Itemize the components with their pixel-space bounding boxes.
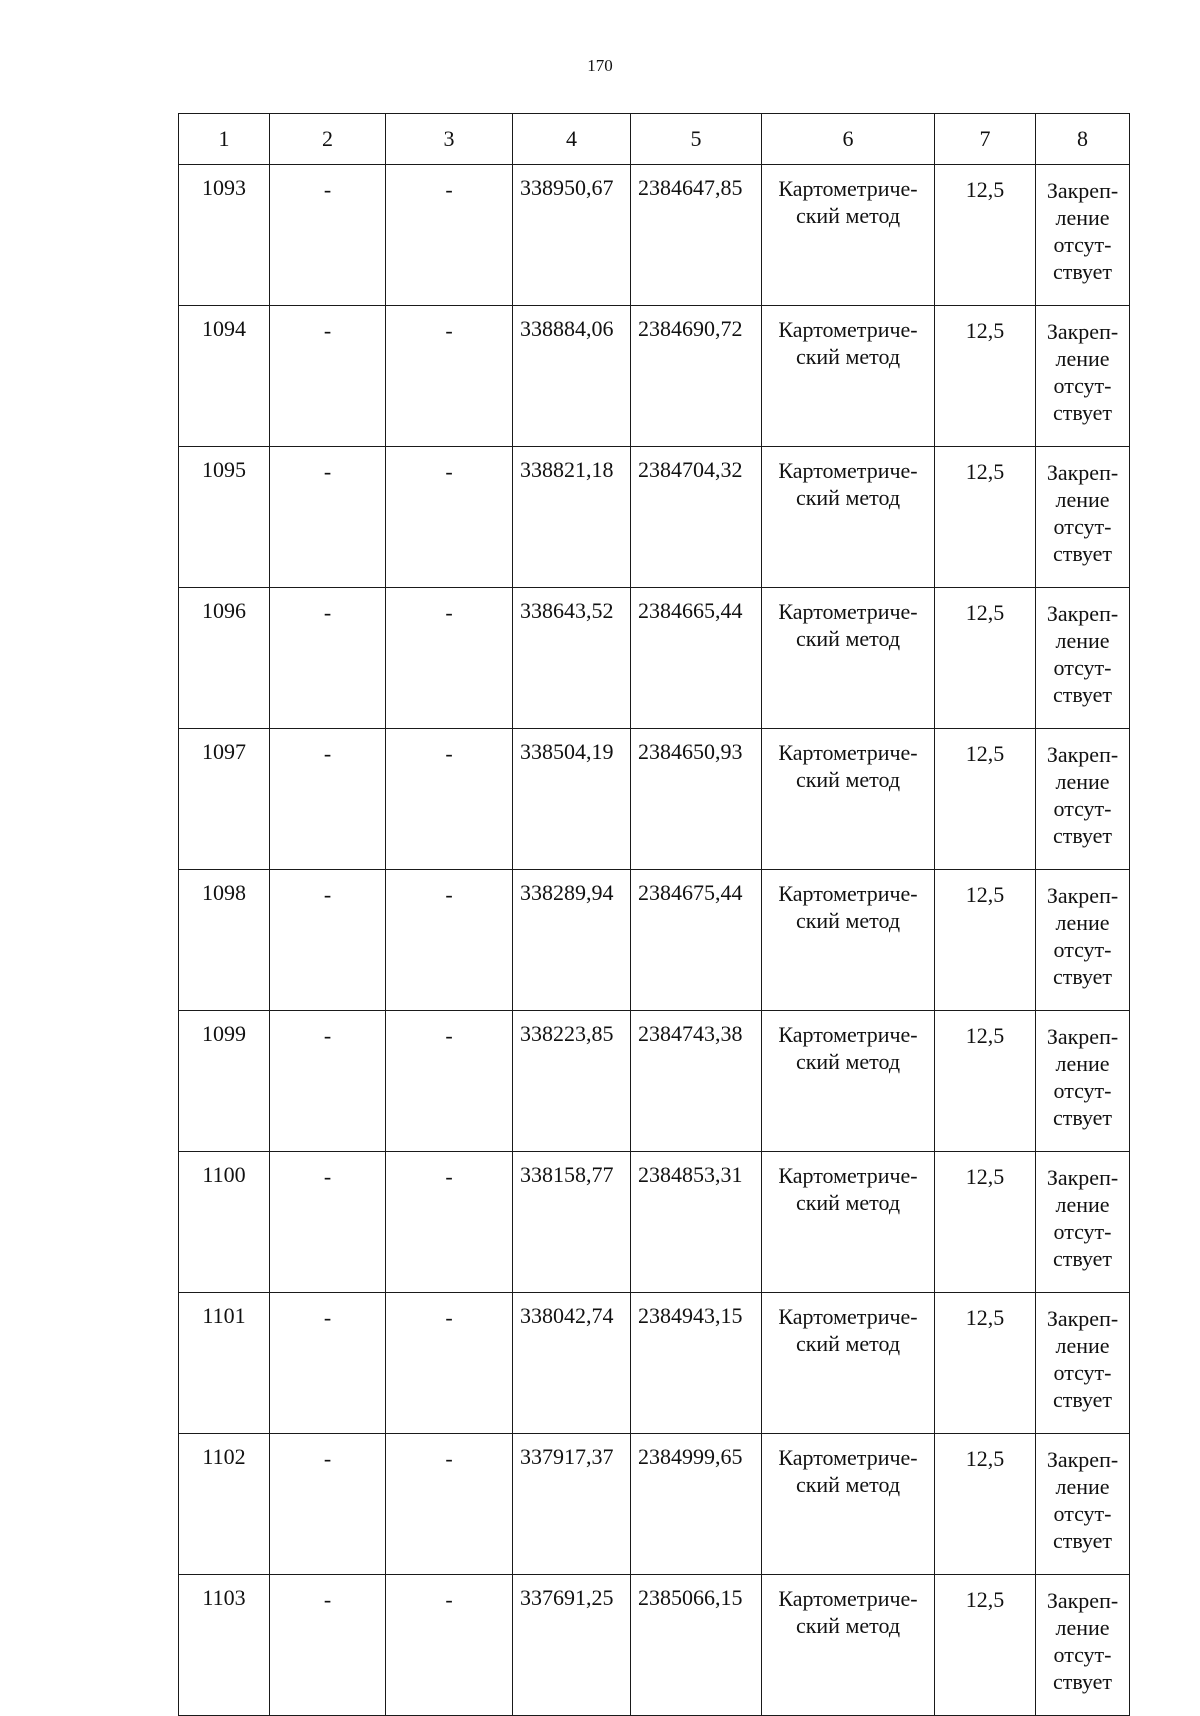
note-line: ление <box>1055 1192 1110 1217</box>
method-line: Картометриче- <box>778 1304 918 1329</box>
note-line: отсут- <box>1053 1360 1112 1385</box>
table-row <box>179 1152 1130 1293</box>
cell-col-3: - <box>386 447 513 588</box>
note-line: ствует <box>1052 1105 1113 1130</box>
note-line: отсут- <box>1053 1219 1112 1244</box>
table-row <box>179 729 1130 870</box>
column-header: 7 <box>935 114 1036 165</box>
note-cell <box>1036 1293 1130 1434</box>
method-cell <box>762 1575 935 1716</box>
coordinate-y: 2384690,72 <box>631 306 762 447</box>
coordinate-x: 338950,67 <box>513 165 631 306</box>
method-line: Картометриче- <box>778 740 918 765</box>
method-cell <box>762 306 935 447</box>
table-body <box>179 165 1130 1716</box>
coordinate-x: 337917,37 <box>513 1434 631 1575</box>
note-line: ление <box>1055 1474 1110 1499</box>
coordinate-x: 338223,85 <box>513 1011 631 1152</box>
note-line: Закреп- <box>1046 1588 1119 1613</box>
note-line: Закреп- <box>1046 178 1119 203</box>
note-line: ление <box>1055 628 1110 653</box>
cell-col-3: - <box>386 1152 513 1293</box>
accuracy-cell: 12,5 <box>935 165 1036 306</box>
method-cell <box>762 165 935 306</box>
note-cell <box>1036 1011 1130 1152</box>
table-row <box>179 1434 1130 1575</box>
column-header: 6 <box>762 114 935 165</box>
method-line: Картометриче- <box>778 176 918 201</box>
point-number: 1101 <box>179 1293 270 1434</box>
cell-col-2: - <box>270 1152 386 1293</box>
method-line: Картометриче- <box>778 1586 918 1611</box>
method-line: ский метод <box>795 626 901 651</box>
note-line: ление <box>1055 769 1110 794</box>
note-line: Закреп- <box>1046 319 1119 344</box>
note-line: ствует <box>1052 1387 1113 1412</box>
note-line: ствует <box>1052 1528 1113 1553</box>
cell-col-3: - <box>386 306 513 447</box>
note-cell <box>1036 447 1130 588</box>
note-line: Закреп- <box>1046 742 1119 767</box>
note-line: Закреп- <box>1046 1306 1119 1331</box>
method-cell <box>762 447 935 588</box>
note-cell <box>1036 1434 1130 1575</box>
note-line: ствует <box>1052 964 1113 989</box>
page-number: 170 <box>587 56 613 75</box>
note-line: Закреп- <box>1046 1024 1119 1049</box>
note-line: отсут- <box>1053 655 1112 680</box>
coordinates-table <box>178 113 1130 1716</box>
method-line: Картометриче- <box>778 881 918 906</box>
note-cell <box>1036 165 1130 306</box>
coordinate-y: 2384650,93 <box>631 729 762 870</box>
column-header: 4 <box>513 114 631 165</box>
accuracy-cell: 12,5 <box>935 588 1036 729</box>
cell-col-2: - <box>270 1011 386 1152</box>
point-number: 1099 <box>179 1011 270 1152</box>
coordinate-y: 2384853,31 <box>631 1152 762 1293</box>
cell-col-2: - <box>270 1293 386 1434</box>
table-row <box>179 165 1130 306</box>
note-cell <box>1036 306 1130 447</box>
note-cell <box>1036 870 1130 1011</box>
method-line: ский метод <box>795 344 901 369</box>
note-line: ствует <box>1052 682 1113 707</box>
coordinate-y: 2384943,15 <box>631 1293 762 1434</box>
coordinate-x: 337691,25 <box>513 1575 631 1716</box>
coordinate-y: 2384743,38 <box>631 1011 762 1152</box>
cell-col-2: - <box>270 1434 386 1575</box>
note-line: отсут- <box>1053 937 1112 962</box>
method-line: ский метод <box>795 1190 901 1215</box>
coordinate-x: 338821,18 <box>513 447 631 588</box>
method-line: ский метод <box>795 1331 901 1356</box>
method-line: ский метод <box>795 485 901 510</box>
cell-col-3: - <box>386 729 513 870</box>
cell-col-3: - <box>386 1434 513 1575</box>
coordinate-y: 2384999,65 <box>631 1434 762 1575</box>
point-number: 1097 <box>179 729 270 870</box>
point-number: 1095 <box>179 447 270 588</box>
accuracy-cell: 12,5 <box>935 447 1036 588</box>
note-line: Закреп- <box>1046 1447 1119 1472</box>
note-cell <box>1036 588 1130 729</box>
column-header: 5 <box>631 114 762 165</box>
note-cell <box>1036 729 1130 870</box>
method-cell <box>762 729 935 870</box>
note-line: отсут- <box>1053 1078 1112 1103</box>
note-line: ление <box>1055 1333 1110 1358</box>
note-line: Закреп- <box>1046 883 1119 908</box>
method-line: ский метод <box>795 203 901 228</box>
note-line: Закреп- <box>1046 460 1119 485</box>
coordinate-y: 2384704,32 <box>631 447 762 588</box>
note-line: ствует <box>1052 541 1113 566</box>
method-line: Картометриче- <box>778 458 918 483</box>
coordinate-y: 2385066,15 <box>631 1575 762 1716</box>
coordinate-y: 2384647,85 <box>631 165 762 306</box>
point-number: 1093 <box>179 165 270 306</box>
cell-col-3: - <box>386 1575 513 1716</box>
method-line: ский метод <box>795 1613 901 1638</box>
accuracy-cell: 12,5 <box>935 1152 1036 1293</box>
coordinate-x: 338884,06 <box>513 306 631 447</box>
coordinate-x: 338042,74 <box>513 1293 631 1434</box>
note-line: Закреп- <box>1046 601 1119 626</box>
column-header: 3 <box>386 114 513 165</box>
accuracy-cell: 12,5 <box>935 729 1036 870</box>
cell-col-2: - <box>270 447 386 588</box>
table-row <box>179 588 1130 729</box>
note-cell <box>1036 1575 1130 1716</box>
cell-col-2: - <box>270 588 386 729</box>
note-line: ление <box>1055 487 1110 512</box>
coordinate-y: 2384665,44 <box>631 588 762 729</box>
note-line: ствует <box>1052 1669 1113 1694</box>
method-line: Картометриче- <box>778 317 918 342</box>
cell-col-3: - <box>386 1011 513 1152</box>
method-line: Картометриче- <box>778 1163 918 1188</box>
method-cell <box>762 1011 935 1152</box>
note-line: отсут- <box>1053 1501 1112 1526</box>
point-number: 1100 <box>179 1152 270 1293</box>
accuracy-cell: 12,5 <box>935 870 1036 1011</box>
method-line: Картометриче- <box>778 1445 918 1470</box>
note-line: ствует <box>1052 400 1113 425</box>
accuracy-cell: 12,5 <box>935 1434 1036 1575</box>
note-line: ление <box>1055 1615 1110 1640</box>
note-line: ление <box>1055 910 1110 935</box>
coordinate-x: 338504,19 <box>513 729 631 870</box>
coordinate-x: 338289,94 <box>513 870 631 1011</box>
point-number: 1102 <box>179 1434 270 1575</box>
note-line: ствует <box>1052 1246 1113 1271</box>
coordinate-x: 338158,77 <box>513 1152 631 1293</box>
column-header: 2 <box>270 114 386 165</box>
note-line: ление <box>1055 1051 1110 1076</box>
note-line: ствует <box>1052 823 1113 848</box>
cell-col-2: - <box>270 1575 386 1716</box>
note-line: отсут- <box>1053 373 1112 398</box>
accuracy-cell: 12,5 <box>935 306 1036 447</box>
method-line: ский метод <box>795 1049 901 1074</box>
note-line: отсут- <box>1053 232 1112 257</box>
method-line: ский метод <box>795 767 901 792</box>
coordinate-x: 338643,52 <box>513 588 631 729</box>
table-row <box>179 447 1130 588</box>
table-row <box>179 1011 1130 1152</box>
cell-col-2: - <box>270 165 386 306</box>
point-number: 1094 <box>179 306 270 447</box>
table-row <box>179 1575 1130 1716</box>
accuracy-cell: 12,5 <box>935 1575 1036 1716</box>
method-cell <box>762 1434 935 1575</box>
note-line: отсут- <box>1053 796 1112 821</box>
column-header: 1 <box>179 114 270 165</box>
note-line: ление <box>1055 346 1110 371</box>
method-line: Картометриче- <box>778 1022 918 1047</box>
method-line: Картометриче- <box>778 599 918 624</box>
note-cell <box>1036 1152 1130 1293</box>
point-number: 1096 <box>179 588 270 729</box>
cell-col-2: - <box>270 306 386 447</box>
cell-col-2: - <box>270 729 386 870</box>
accuracy-cell: 12,5 <box>935 1293 1036 1434</box>
column-header: 8 <box>1036 114 1130 165</box>
cell-col-3: - <box>386 588 513 729</box>
header-row <box>179 114 1130 165</box>
table-row <box>179 1293 1130 1434</box>
cell-col-3: - <box>386 165 513 306</box>
note-line: отсут- <box>1053 514 1112 539</box>
accuracy-cell: 12,5 <box>935 1011 1036 1152</box>
cell-col-3: - <box>386 1293 513 1434</box>
table-row <box>179 870 1130 1011</box>
note-line: отсут- <box>1053 1642 1112 1667</box>
cell-col-2: - <box>270 870 386 1011</box>
method-cell <box>762 588 935 729</box>
note-line: ствует <box>1052 259 1113 284</box>
point-number: 1103 <box>179 1575 270 1716</box>
note-line: Закреп- <box>1046 1165 1119 1190</box>
point-number: 1098 <box>179 870 270 1011</box>
method-cell <box>762 870 935 1011</box>
method-line: ский метод <box>795 1472 901 1497</box>
cell-col-3: - <box>386 870 513 1011</box>
table-row <box>179 306 1130 447</box>
method-line: ский метод <box>795 908 901 933</box>
method-cell <box>762 1152 935 1293</box>
note-line: ление <box>1055 205 1110 230</box>
method-cell <box>762 1293 935 1434</box>
coordinate-y: 2384675,44 <box>631 870 762 1011</box>
